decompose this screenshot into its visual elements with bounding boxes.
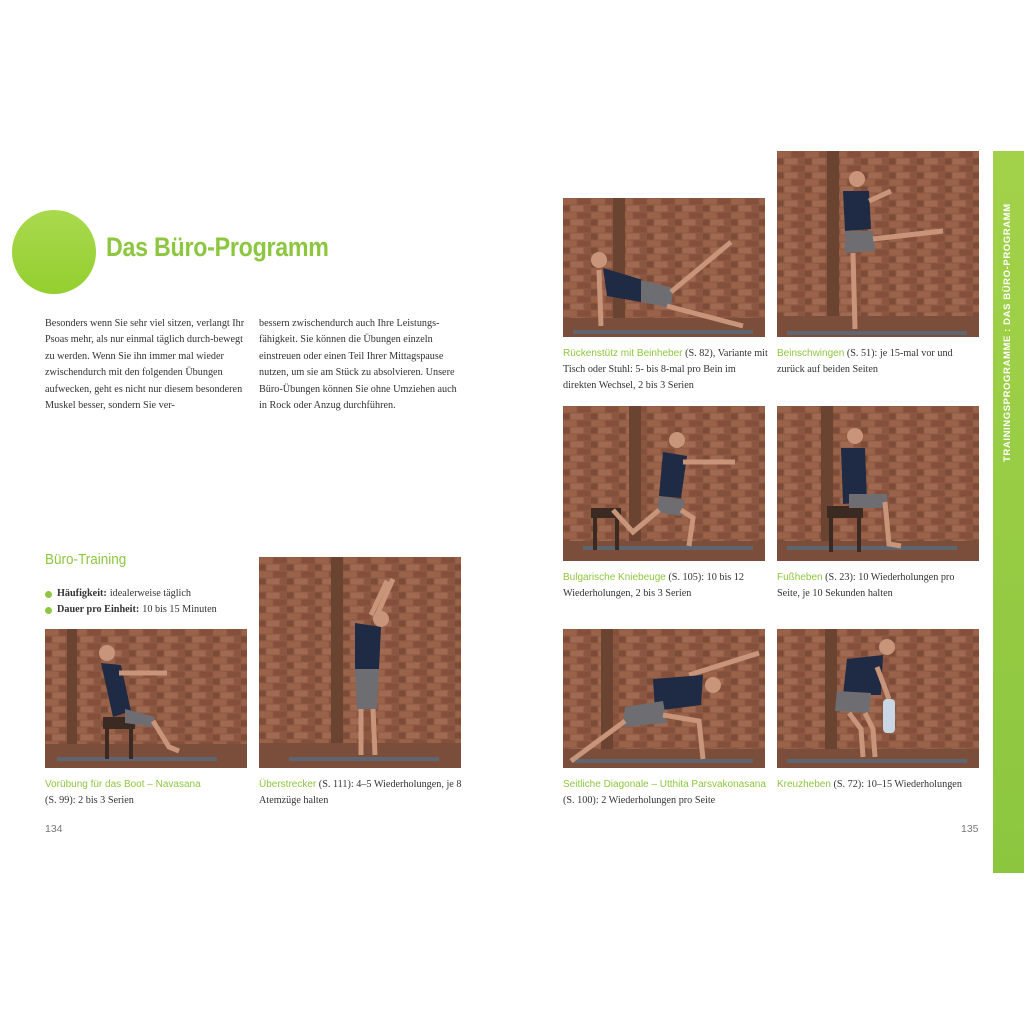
caption-backbend [259,777,464,809]
photo-deadlift [777,629,979,768]
photo-boat-prep [45,629,247,768]
exercise-text: (S. 23): 10 Wiederholungen pro Seite, je 10 Sekunden halten [777,572,955,599]
exercise-name: Vorübung für das Boot – Navasana [45,779,201,790]
exercise-text: (S. 51): je 15-mal vor und zurück auf beiden Seiten [777,348,953,375]
exercise-name: Überstrecker [259,779,317,790]
caption-reverse-plank [563,346,768,394]
frequency-label: Häufigkeit: [57,588,107,599]
caption-leg-swing [777,346,977,378]
photo-backbend [259,557,461,768]
page-title: Das Büro-Programm [106,232,329,262]
exercise-name: Rückenstütz mit Beinheber [563,348,683,359]
exercise-name: Kreuzheben [777,779,831,790]
photo-leg-swing [777,151,979,337]
exercise-name: Seitliche Diagonale – Utthita Parsvakonasana [563,779,766,790]
title-circle [12,210,96,294]
caption-boat-prep [45,777,250,809]
photo-side-angle [563,629,765,768]
caption-seated-foot-raise [777,570,977,602]
chapter-sidebar-label [1002,190,1016,470]
exercise-text: (S. 100): 2 Wiederholungen pro Seite [563,795,716,806]
bullet-icon [45,591,52,598]
intro-column-2: bessern zwischendurch auch Ihre Leistungs-fähigkeit. Sie können die Übungen einzeln einstreuen oder einen Teil Ihrer Mittagspause nutzen, um sie am Stück zu absolvieren. Unsere Büro-Übungen können Sie ohne Umziehen auch in Rock oder Anzug durchführen. [259,318,457,412]
training-info [45,586,217,618]
exercise-text: (S. 105): 10 bis 12 Wiederholungen, 2 bis 3 Serien [563,572,744,599]
exercise-text: (S. 99): 2 bis 3 Serien [45,795,134,806]
exercise-text: (S. 72): 10–15 Wiederholungen [833,779,962,790]
photo-seated-foot-raise [777,406,979,561]
frequency-value: idealerweise täglich [109,588,191,599]
exercise-text: (S. 82), Variante mit Tisch oder Stuhl: 5- bis 8-mal pro Bein im direkten Wechsel, 2 bis 3 Serien [563,348,768,391]
intro-column-1: Besonders wenn Sie sehr viel sitzen, verlangt Ihr Psoas mehr, als nur einmal täglich durch-bewegt zu werden. Wenn Sie ihn immer mal wieder zwischendurch mit den folgenden Übungen aufwecken, geht es nicht nur diesem besonderen Muskel besser, sondern Sie ver- [45,318,245,412]
exercise-name: Fußheben [777,572,823,583]
duration-value: 10 bis 15 Minuten [142,604,217,615]
duration-item [45,602,217,618]
exercise-name: Beinschwingen [777,348,845,359]
caption-side-angle [563,777,773,809]
caption-deadlift [777,777,977,793]
exercise-text: (S. 111): 4–5 Wiederholungen, je 8 Atemzüge halten [259,779,462,806]
bullet-icon [45,607,52,614]
section-title: Büro-Training [45,551,127,568]
photo-reverse-plank [563,198,765,337]
caption-bulgarian-split-squat [563,570,768,602]
exercise-name: Bulgarische Kniebeuge [563,572,666,583]
sidebar-text: TRAININGSPROGRAMME : DAS BÜRO-PROGRAMM [1002,203,1013,462]
page-number-right: 135 [961,823,979,835]
photo-bulgarian-split-squat [563,406,765,561]
frequency-item [45,586,217,602]
page-number-left: 134 [45,823,63,835]
duration-label: Dauer pro Einheit: [57,604,140,615]
